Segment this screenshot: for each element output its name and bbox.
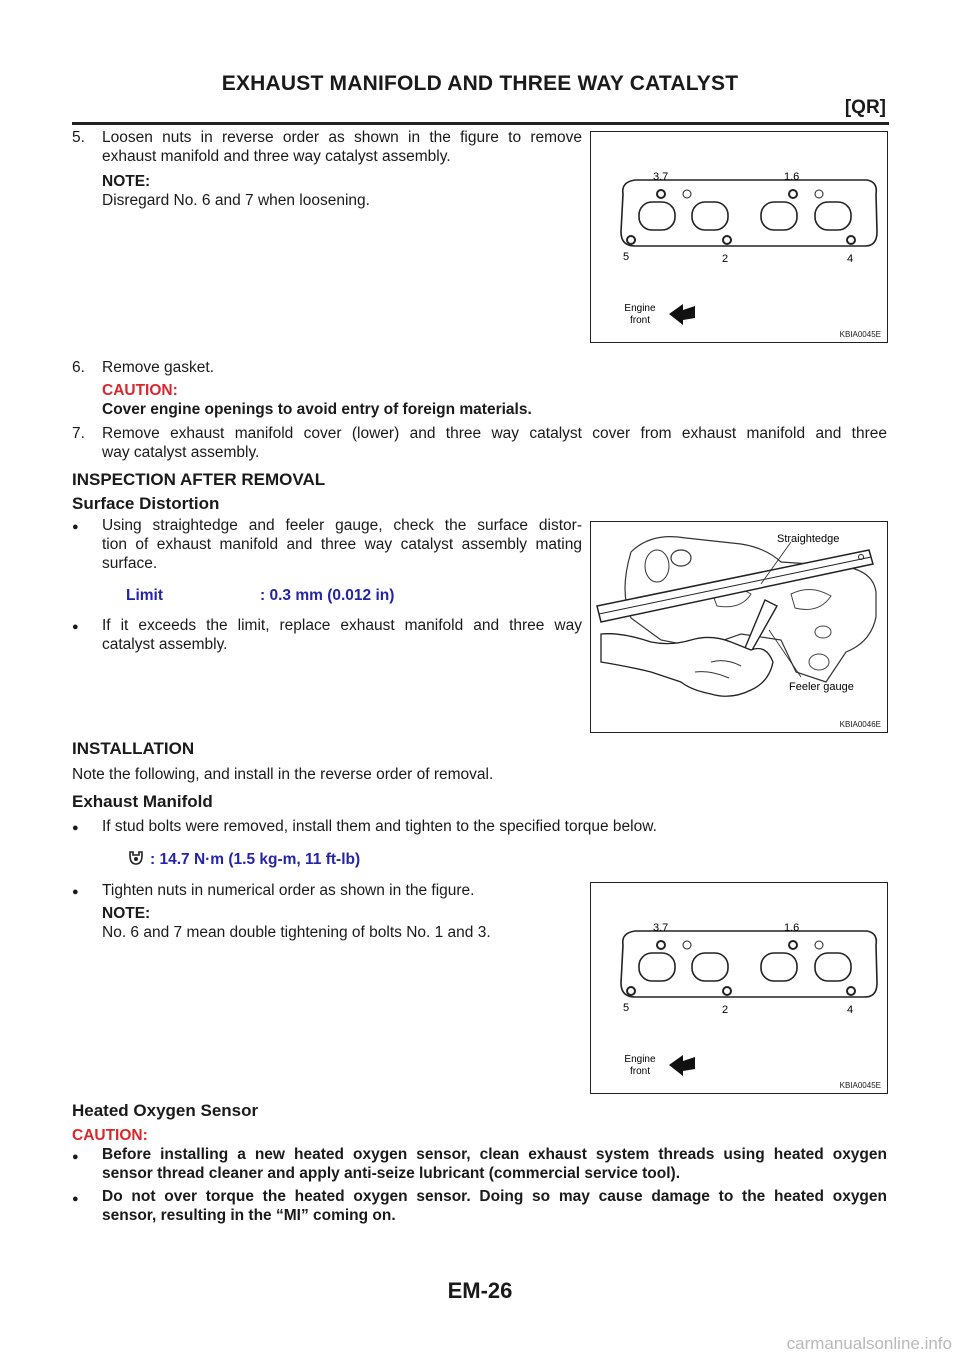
inspection-bullet2-line1: If it exceeds the limit, replace exhaust manifold and three way bbox=[102, 617, 582, 634]
inspection-bullet1-line2: tion of exhaust manifold and three way catalyst assembly mating bbox=[102, 536, 582, 553]
step-6-caution-text: Cover engine openings to avoid entry of foreign materials. bbox=[102, 401, 532, 418]
engine-front-label-line1: Engine bbox=[624, 1054, 656, 1065]
torque-wrench-icon bbox=[127, 849, 145, 867]
engine-front-label-line1: Engine bbox=[624, 303, 656, 314]
sensor-caution-label: CAUTION: bbox=[72, 1127, 148, 1144]
installation-intro: Note the following, and install in the reverse order of removal. bbox=[72, 766, 494, 783]
installation-note-text: No. 6 and 7 mean double tightening of bolts No. 1 and 3. bbox=[102, 924, 491, 941]
step-7-line1: Remove exhaust manifold cover (lower) and three way catalyst cover from exhaust manifold and three bbox=[102, 425, 887, 442]
label-37: 3.7 bbox=[653, 171, 669, 183]
label-37: 3.7 bbox=[653, 922, 669, 934]
step-5-line1: Loosen nuts in reverse order as shown in the figure to remove bbox=[102, 129, 582, 146]
header-rule bbox=[72, 122, 889, 125]
engine-front-label-line2: front bbox=[629, 1066, 651, 1077]
sensor-bullet1-line1: Before installing a new heated oxygen sensor, clean exhaust system threads using heated oxygen bbox=[102, 1146, 887, 1163]
inspection-bullet1-line3: surface. bbox=[102, 555, 158, 572]
label-5: 5 bbox=[623, 251, 630, 263]
figure-gasket-loosen-order bbox=[590, 131, 888, 343]
manifold-gasket-diagram-1 bbox=[591, 132, 887, 342]
straightedge-label: Straightedge bbox=[777, 533, 840, 545]
label-16: 1.6 bbox=[784, 171, 800, 183]
figure-id: KBIA0045E bbox=[839, 330, 881, 339]
step-6-caution-label: CAUTION: bbox=[102, 382, 178, 399]
sensor-bullet2-line2: sensor, resulting in the “MI” coming on. bbox=[102, 1207, 396, 1224]
label-2: 2 bbox=[722, 1004, 729, 1016]
step-5-number: 5. bbox=[72, 129, 85, 146]
bullet-dot-icon: ● bbox=[72, 1193, 79, 1205]
limit-label: Limit bbox=[126, 587, 164, 604]
inspection-bullet2-line2: catalyst assembly. bbox=[102, 636, 228, 653]
step-5-note-label: NOTE: bbox=[102, 173, 151, 190]
limit-value: : 0.3 mm (0.012 in) bbox=[260, 587, 395, 604]
inspection-bullet1-line1: Using straightedge and feeler gauge, check the surface distor- bbox=[102, 517, 582, 534]
surface-distortion-heading: Surface Distortion bbox=[72, 494, 220, 513]
sensor-bullet2-line1: Do not over torque the heated oxygen sensor. Doing so may cause damage to the heated oxygen bbox=[102, 1188, 887, 1205]
sensor-bullet1-line2: sensor thread cleaner and apply anti-seize lubricant (commercial service tool). bbox=[102, 1165, 681, 1182]
engine-front-label-line2: front bbox=[629, 315, 651, 326]
step-7-number: 7. bbox=[72, 425, 85, 442]
bullet-dot-icon: ● bbox=[72, 521, 79, 533]
step-5-line2: exhaust manifold and three way catalyst assembly. bbox=[102, 148, 451, 165]
manifold-gasket-diagram-2 bbox=[591, 883, 887, 1093]
label-4: 4 bbox=[847, 253, 854, 265]
figure-gasket-tighten-order bbox=[590, 882, 888, 1094]
step-7-line2: way catalyst assembly. bbox=[102, 444, 260, 461]
engine-front-arrow-icon bbox=[669, 1055, 695, 1076]
label-4: 4 bbox=[847, 1004, 854, 1016]
bullet-dot-icon: ● bbox=[72, 1151, 79, 1163]
inspection-heading: INSPECTION AFTER REMOVAL bbox=[72, 470, 326, 489]
step-6-text: Remove gasket. bbox=[102, 359, 214, 376]
figure-id: KBIA0045E bbox=[839, 1081, 881, 1090]
straightedge-illustration bbox=[591, 522, 887, 732]
step-5 bbox=[72, 128, 582, 166]
bullet-dot-icon: ● bbox=[72, 822, 79, 834]
heated-oxygen-sensor-heading: Heated Oxygen Sensor bbox=[72, 1101, 259, 1120]
page-title: EXHAUST MANIFOLD AND THREE WAY CATALYST bbox=[221, 72, 739, 95]
installation-heading: INSTALLATION bbox=[72, 739, 195, 758]
bullet-dot-icon: ● bbox=[72, 886, 79, 898]
installation-bullet1: If stud bolts were removed, install them and tighten to the specified torque below. bbox=[102, 818, 657, 835]
exhaust-manifold-heading: Exhaust Manifold bbox=[72, 792, 213, 811]
installation-note-label: NOTE: bbox=[102, 905, 151, 922]
step-6-number: 6. bbox=[72, 359, 85, 376]
label-2: 2 bbox=[722, 253, 729, 265]
engine-front-arrow-icon bbox=[669, 304, 695, 325]
label-5: 5 bbox=[623, 1002, 630, 1014]
step-5-note-text: Disregard No. 6 and 7 when loosening. bbox=[102, 192, 370, 209]
installation-bullet2: Tighten nuts in numerical order as shown in the figure. bbox=[102, 882, 475, 899]
watermark: carmanualsonline.info bbox=[786, 1334, 952, 1353]
figure-id: KBIA0046E bbox=[839, 720, 881, 729]
label-16: 1.6 bbox=[784, 922, 800, 934]
feeler-gauge-label: Feeler gauge bbox=[789, 681, 854, 693]
bullet-dot-icon: ● bbox=[72, 621, 79, 633]
figure-straightedge-check bbox=[590, 521, 888, 733]
page-number: EM-26 bbox=[447, 1278, 513, 1303]
torque-value: : 14.7 N·m (1.5 kg-m, 11 ft-lb) bbox=[150, 851, 361, 868]
engine-code: [QR] bbox=[844, 97, 886, 118]
